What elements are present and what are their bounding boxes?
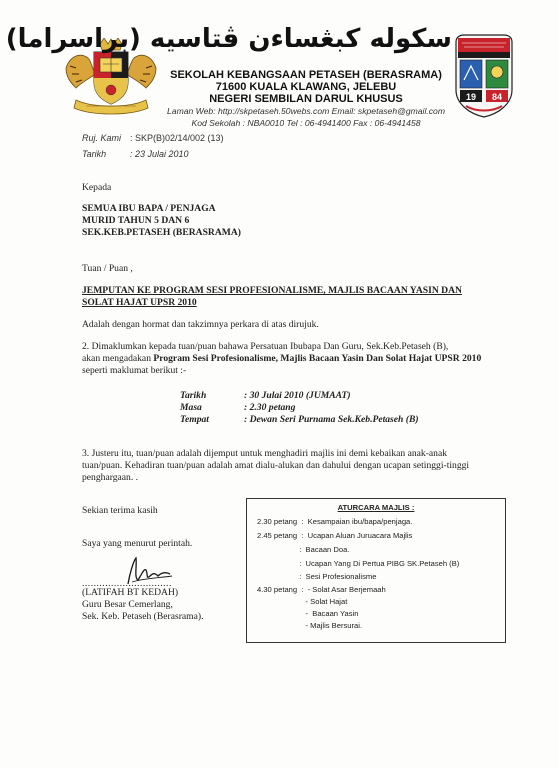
- programme-row-9: - Majlis Bersurai.: [257, 621, 363, 630]
- detail-label-tarikh: Tarikh: [180, 390, 207, 401]
- programme-row-6: 4.30 petang : - Solat Asar Berjemaah: [257, 585, 386, 594]
- para2-line-3: seperti maklumat berikut :-: [82, 365, 187, 376]
- recipient-kepada: Kepada: [82, 182, 112, 193]
- programme-box: [246, 498, 506, 643]
- detail-label-masa: Masa: [180, 402, 202, 413]
- para2-line-2-prefix: akan mengadakan: [82, 353, 154, 364]
- signature-dots: ...............................: [82, 578, 172, 589]
- school-name-jawi: سکوله کبڠساءن ڤتاسيه (براسراما): [5, 24, 452, 54]
- detail-value-tempat: : Dewan Seri Purnama Sek.Keb.Petaseh (B): [244, 414, 419, 425]
- logo-year-right: 84: [491, 92, 503, 102]
- detail-value-tarikh: : 30 Julai 2010 (JUMAAT): [244, 390, 351, 401]
- signatory-name: (LATIFAH BT KEDAH): [82, 587, 179, 598]
- reference-label: Ruj. Kami: [82, 133, 122, 143]
- school-web-email: Laman Web: http://skpetaseh.50webs.com Email: skpetaseh@gmail.com: [167, 106, 445, 116]
- para2-program-title: Program Sesi Profesionalisme, Majlis Bacaan Yasin Dan Solat Hajat UPSR 2010: [153, 353, 482, 364]
- signatory-school: Sek. Keb. Petaseh (Berasrama).: [82, 611, 204, 622]
- para3-line-3: penghargaan. .: [82, 472, 139, 483]
- detail-label-tempat: Tempat: [180, 414, 209, 425]
- date-label: Tarikh: [82, 149, 107, 159]
- programme-row-4: : Ucapan Yang Di Pertua PIBG SK.Petaseh (B): [257, 559, 460, 568]
- programme-row-7: - Solat Hajat: [257, 597, 348, 606]
- logo-year-left: 19: [465, 92, 477, 102]
- para2-line-2: [82, 353, 481, 364]
- para3-line-2: tuan/puan. Kehadiran tuan/puan adalah amat dialu-alukan dan dahului dengan ucapan setinggi-tinggi: [82, 460, 470, 471]
- programme-row-8: - Bacaan Yasin: [257, 609, 359, 618]
- programme-row-3: : Bacaan Doa.: [257, 545, 350, 554]
- subject-line-2: SOLAT HAJAT UPSR 2010: [82, 297, 197, 308]
- school-logo: [452, 34, 516, 118]
- reference-value: : SKP(B)02/14/002 (13): [130, 133, 224, 143]
- signatory-title: Guru Besar Cemerlang,: [82, 599, 173, 610]
- school-name: SEKOLAH KEBANGSAAN PETASEH (BERASRAMA): [170, 69, 442, 81]
- school-state: NEGERI SEMBILAN DARUL KHUSUS: [209, 93, 403, 105]
- para3-line-1: 3. Justeru itu, tuan/puan adalah dijemput untuk menghadiri majlis ini demi kebaikan anak-anak: [82, 448, 448, 459]
- programme-row-2: 2.45 petang : Ucapan Aluan Juruacara Majlis: [257, 531, 413, 540]
- closing-order: Saya yang menurut perintah.: [82, 538, 193, 549]
- salutation: Tuan / Puan ,: [82, 263, 133, 274]
- date-value: : 23 Julai 2010: [130, 149, 189, 159]
- programme-row-5: : Sesi Profesionalisme: [257, 572, 377, 581]
- school-address: 71600 KUALA KLAWANG, JELEBU: [215, 81, 397, 93]
- recipient-line-2: MURID TAHUN 5 DAN 6: [82, 215, 190, 226]
- detail-value-masa: : 2.30 petang: [244, 402, 296, 413]
- recipient-line-1: SEMUA IBU BAPA / PENJAGA: [82, 203, 216, 214]
- opening-sentence: Adalah dengan hormat dan takzimnya perkara di atas dirujuk.: [82, 319, 319, 330]
- recipient-line-3: SEK.KEB.PETASEH (BERASRAMA): [82, 227, 241, 238]
- para2-line-1: 2. Dimaklumkan kepada tuan/puan bahawa Persatuan Ibubapa Dan Guru, Sek.Keb.Petaseh (B),: [82, 341, 449, 352]
- closing-thanks: Sekian terima kasih: [82, 505, 158, 516]
- school-contact: Kod Sekolah : NBA0010 Tel : 06-4941400 Fax : 06-4941458: [191, 118, 421, 128]
- programme-title: ATURCARA MAJLIS :: [337, 503, 415, 512]
- programme-row-1: 2.30 petang : Kesampaian ibu/bapa/penjaga.: [257, 517, 413, 526]
- subject-line-1: JEMPUTAN KE PROGRAM SESI PROFESIONALISME, MAJLIS BACAAN YASIN DAN: [82, 285, 462, 296]
